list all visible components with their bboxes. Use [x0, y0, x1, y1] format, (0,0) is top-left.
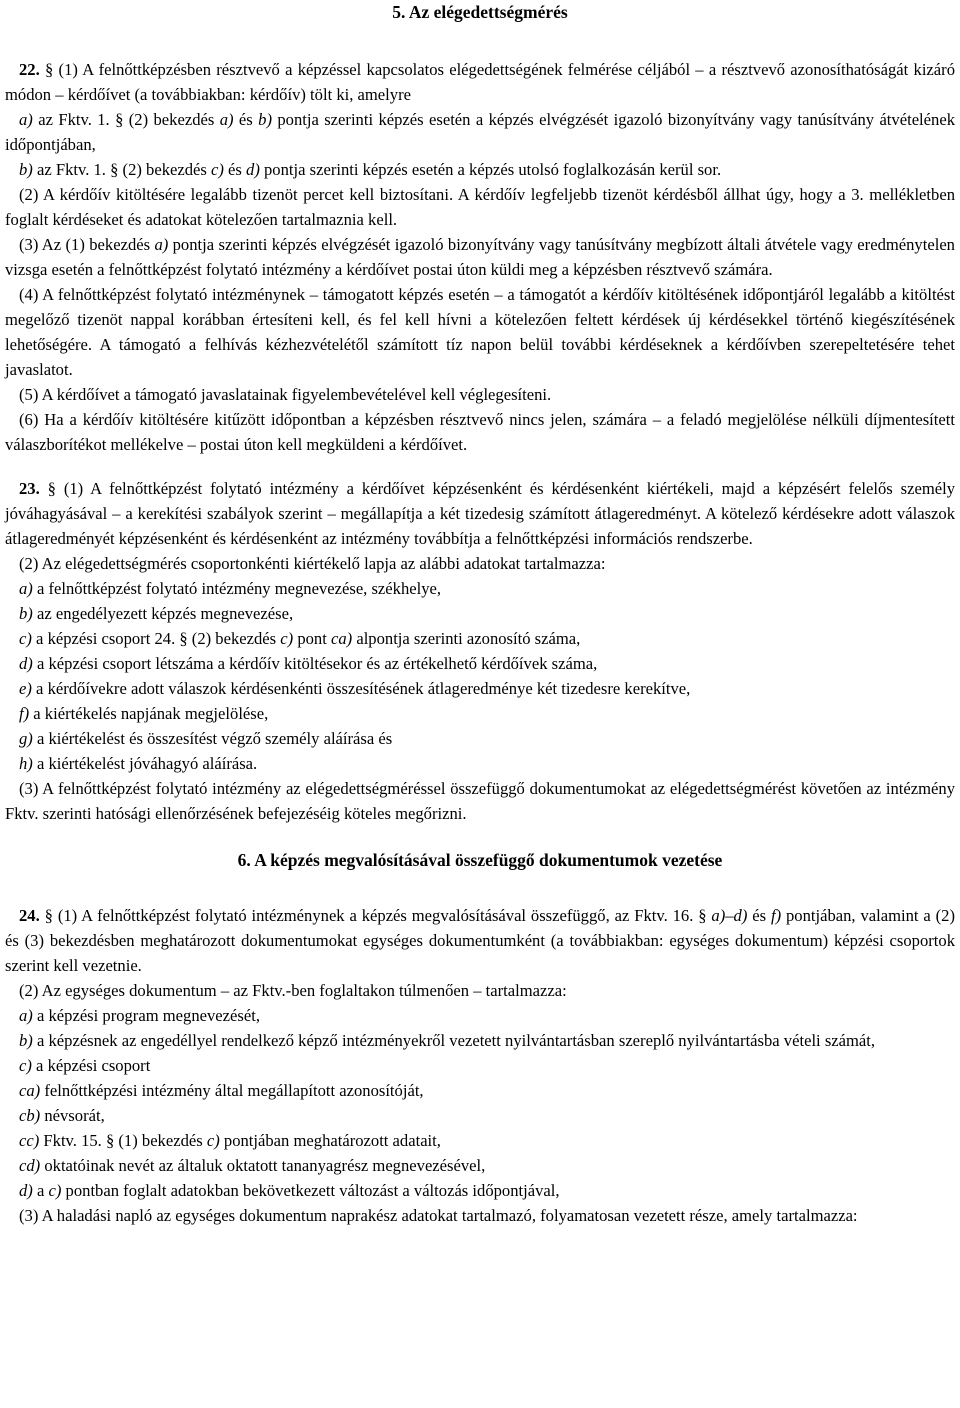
s22-number: 22. — [19, 60, 40, 79]
s24-item-cd: cd) oktatóinak nevét az általuk oktatott tananyagrész megnevezésével, — [19, 1156, 486, 1175]
s24-item-a: a) a képzési program megnevezését, — [19, 1006, 260, 1025]
s22-para-4: (4) A felnőttképzést folytató intézménynek – támogatott képzés esetén – a támogatót a kérdőív kitöltésének időpontjáról legalább a kitöltést megelőző tizenöt nappal korábban értesíteni kell, és fel kell hívni a kötelezően feltett kérdések új kérdésekkel történő kiegészítésének lehetőségére. A támogató a felhívás kézhezvételétől számított tíz napon belül további kérdéseknek a kérdőívben szerepeltetésére tehet javaslatot. — [5, 285, 955, 379]
s24-item-d: d) a c) pontban foglalt adatokban bekövetkezett változást a változás időpontjával, — [19, 1181, 560, 1200]
s24-para-3: (3) A haladási napló az egységes dokumentum naprakész adatokat tartalmazó, folyamatosan vezetett része, amely tartalmazza: — [19, 1206, 858, 1225]
s23-item-d: d) a képzési csoport létszáma a kérdőív kitöltésekor és az értékelhető kérdőívek száma, — [19, 654, 598, 673]
s24-item-cc: cc) Fktv. 15. § (1) bekezdés c) pontjában meghatározott adatait, — [19, 1131, 441, 1150]
s23-para-3: (3) A felnőttképzést folytató intézmény az elégedettségméréssel összefüggő dokumentumokat az elégedettségmérést követően az intézmény Fktv. szerinti hatósági ellenőrzésének befejezéséig köteles megőrizni. — [5, 779, 955, 823]
s23-item-g: g) a kiértékelést és összesítést végző személy aláírása és — [19, 729, 393, 748]
s22-para-5: (5) A kérdőívet a támogató javaslatainak figyelembevételével kell véglegesíteni. — [19, 385, 552, 404]
s24-para-1: 24. § (1) A felnőttképzést folytató intézménynek a képzés megvalósításával összefüggő, az Fktv. 16. § a)–d) és f) pontjában, valamint a (2) és (3) bekezdésben meghatározott dokumentumokat egységes dokumentumként (a továbbiakban: egységes dokumentum) képzési csoportok szerint kell vezetnie. — [5, 906, 955, 975]
section-6-title: 6. A képzés megvalósításával összefüggő dokumentumok vezetése — [237, 850, 723, 870]
s22-para-2: (2) A kérdőív kitöltésére legalább tizenöt percet kell biztosítani. A kérdőív legfeljebb tizenöt kérdésből állhat úgy, hogy a 3. mellékletben foglalt kérdéseket és adatokat kötelezően tartalmaznia kell. — [5, 185, 955, 229]
s22-item-a: a) az Fktv. 1. § (2) bekezdés a) és b) pontja szerinti képzés esetén a képzés elvégzését igazoló bizonyítvány vagy tanúsítvány átvételének időpontjában, — [5, 110, 955, 154]
s23-item-b: b) az engedélyezett képzés megnevezése, — [19, 604, 294, 623]
s22-item-b: b) az Fktv. 1. § (2) bekezdés c) és d) pontja szerinti képzés esetén a képzés utolsó foglalkozásán kerül sor. — [19, 160, 722, 179]
s23-item-a: a) a felnőttképzést folytató intézmény megnevezése, székhelye, — [19, 579, 442, 598]
s23-item-f: f) a kiértékelés napjának megjelölése, — [19, 704, 269, 723]
s23-number: 23. — [19, 479, 40, 498]
s23-item-h: h) a kiértékelést jóváhagyó aláírása. — [19, 754, 258, 773]
s22-para-1: 22. § (1) A felnőttképzésben résztvevő a képzéssel kapcsolatos elégedettségének felmérése céljából – a résztvevő azonosíthatóságát kizáró módon – kérdőívet (a továbbiakban: kérdőív) tölt ki, amelyre — [5, 60, 955, 104]
s24-item-cb: cb) névsorát, — [19, 1106, 105, 1125]
s23-para-2: (2) Az elégedettségmérés csoportonkénti kiértékelő lapja az alábbi adatokat tartalmazza: — [19, 554, 606, 573]
s22-para-6: (6) Ha a kérdőív kitöltésére kitűzött időpontban a képzésben résztvevő nincs jelen, számára – a feladó megjelölése nélküli díjmentesített válaszborítékot mellékelve – postai úton kell megküldeni a kérdőívet. — [5, 410, 955, 454]
s24-item-c: c) a képzési csoport — [19, 1056, 151, 1075]
s22-para-3: (3) Az (1) bekezdés a) pontja szerinti képzés elvégzését igazoló bizonyítvány vagy tanúsítvány megbízott általi átvétele vagy eredménytelen vizsga esetén a felnőttképzést folytató intézmény a kérdőívet postai úton küldi meg a képzésben résztvevő számára. — [5, 235, 955, 279]
s24-item-ca: ca) felnőttképzési intézmény által megállapított azonosítóját, — [19, 1081, 424, 1100]
section-5-title: 5. Az elégedettségmérés — [392, 2, 568, 22]
s24-number: 24. — [19, 906, 40, 925]
s23-item-e: e) a kérdőívekre adott válaszok kérdésenkénti összesítésének átlageredménye két tizedesre kerekítve, — [19, 679, 691, 698]
s23-item-c: c) a képzési csoport 24. § (2) bekezdés c) pont ca) alpontja szerinti azonosító száma, — [19, 629, 581, 648]
s24-item-b: b) a képzésnek az engedéllyel rendelkező képző intézményekről vezetett nyilvántartásban szereplő nyilvántartásba vételi számát, — [19, 1031, 876, 1050]
s23-para-1: 23. § (1) A felnőttképzést folytató intézmény a kérdőívet képzésenként és kérdésenként kiértékeli, majd a képzésért felelős személy jóváhagyásával – a kerekítési szabályok szerint – megállapítja a két tizedesig számított átlageredményt. A kötelező kérdésekre adott válaszok átlageredményét képzésenként és kérdésenként az intézmény továbbítja a felnőttképzési információs rendszerbe. — [5, 479, 955, 548]
s24-para-2: (2) Az egységes dokumentum – az Fktv.-ben foglaltakon túlmenően – tartalmazza: — [19, 981, 567, 1000]
